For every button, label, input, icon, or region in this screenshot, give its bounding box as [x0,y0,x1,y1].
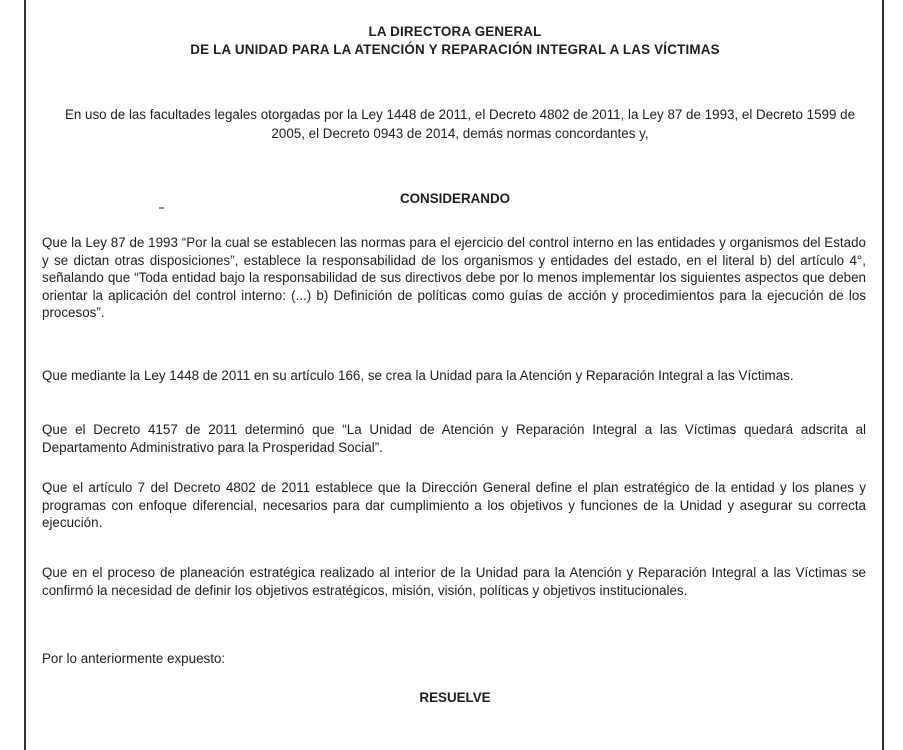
intro-paragraph: En uso de las facultades legales otorgadas por la Ley 1448 de 2011, el Decreto 4802 de 2011, la Ley 87 de 1993, el Decreto 1599 de 2005, el Decreto 0943 de 2014, demás normas concordantes y, [64,107,856,141]
scan-speck [159,207,164,209]
resuelve-title: RESUELVE [419,690,491,705]
page-border-right [882,0,884,750]
considerando-paragraph-1: Que la Ley 87 de 1993 “Por la cual se establecen las normas para el ejercicio del control interno en las entidades y organismos del Estado y se dictan otras disposiciones”, establece la responsabilidad de los organismos y entidades del estado, en el literal b) del artículo 4°, señalando que “Toda entidad bajo la responsabilidad de sus directivos debe por lo menos implementar los siguientes aspectos que deben orientar la aplicación del control interno: (...) b) Definición de políticas como guías de acción y procedimientos para la ejecución de los procesos”. [42,235,866,320]
page-border-left [24,0,26,750]
considerando-paragraph-4: Que el artículo 7 del Decreto 4802 de 2011 establece que la Dirección General define el plan estratégico de la entidad y los planes y programas con enfoque diferencial, necesarios para dar cumplimiento a los objetivos y funciones de la Unidad y asegurar su correcta ejecución. [42,480,866,530]
header-title-line2: DE LA UNIDAD PARA LA ATENCIÓN Y REPARACIÓN INTEGRAL A LAS VÍCTIMAS [190,42,720,57]
considerando-paragraph-6: Por lo anteriormente expuesto: [42,651,226,666]
considerando-paragraph-3: Que el Decreto 4157 de 2011 determinó que “La Unidad de Atención y Reparación Integral a las Víctimas quedará adscrita al Departamento Administrativo para la Prosperidad Social”. [42,422,866,455]
considerando-paragraph-2: Que mediante la Ley 1448 de 2011 en su artículo 166, se crea la Unidad para la Atención y Reparación Integral a las Víctimas. [42,368,794,383]
considerando-paragraph-5: Que en el proceso de planeación estratégica realizado al interior de la Unidad para la Atención y Reparación Integral a las Víctimas se confirmó la necesidad de definir los objetivos estratégicos, misión, visión, políticas y objetivos institucionales. [42,565,866,598]
header-title-line1: LA DIRECTORA GENERAL [368,24,542,39]
considerando-title: CONSIDERANDO [399,191,511,206]
